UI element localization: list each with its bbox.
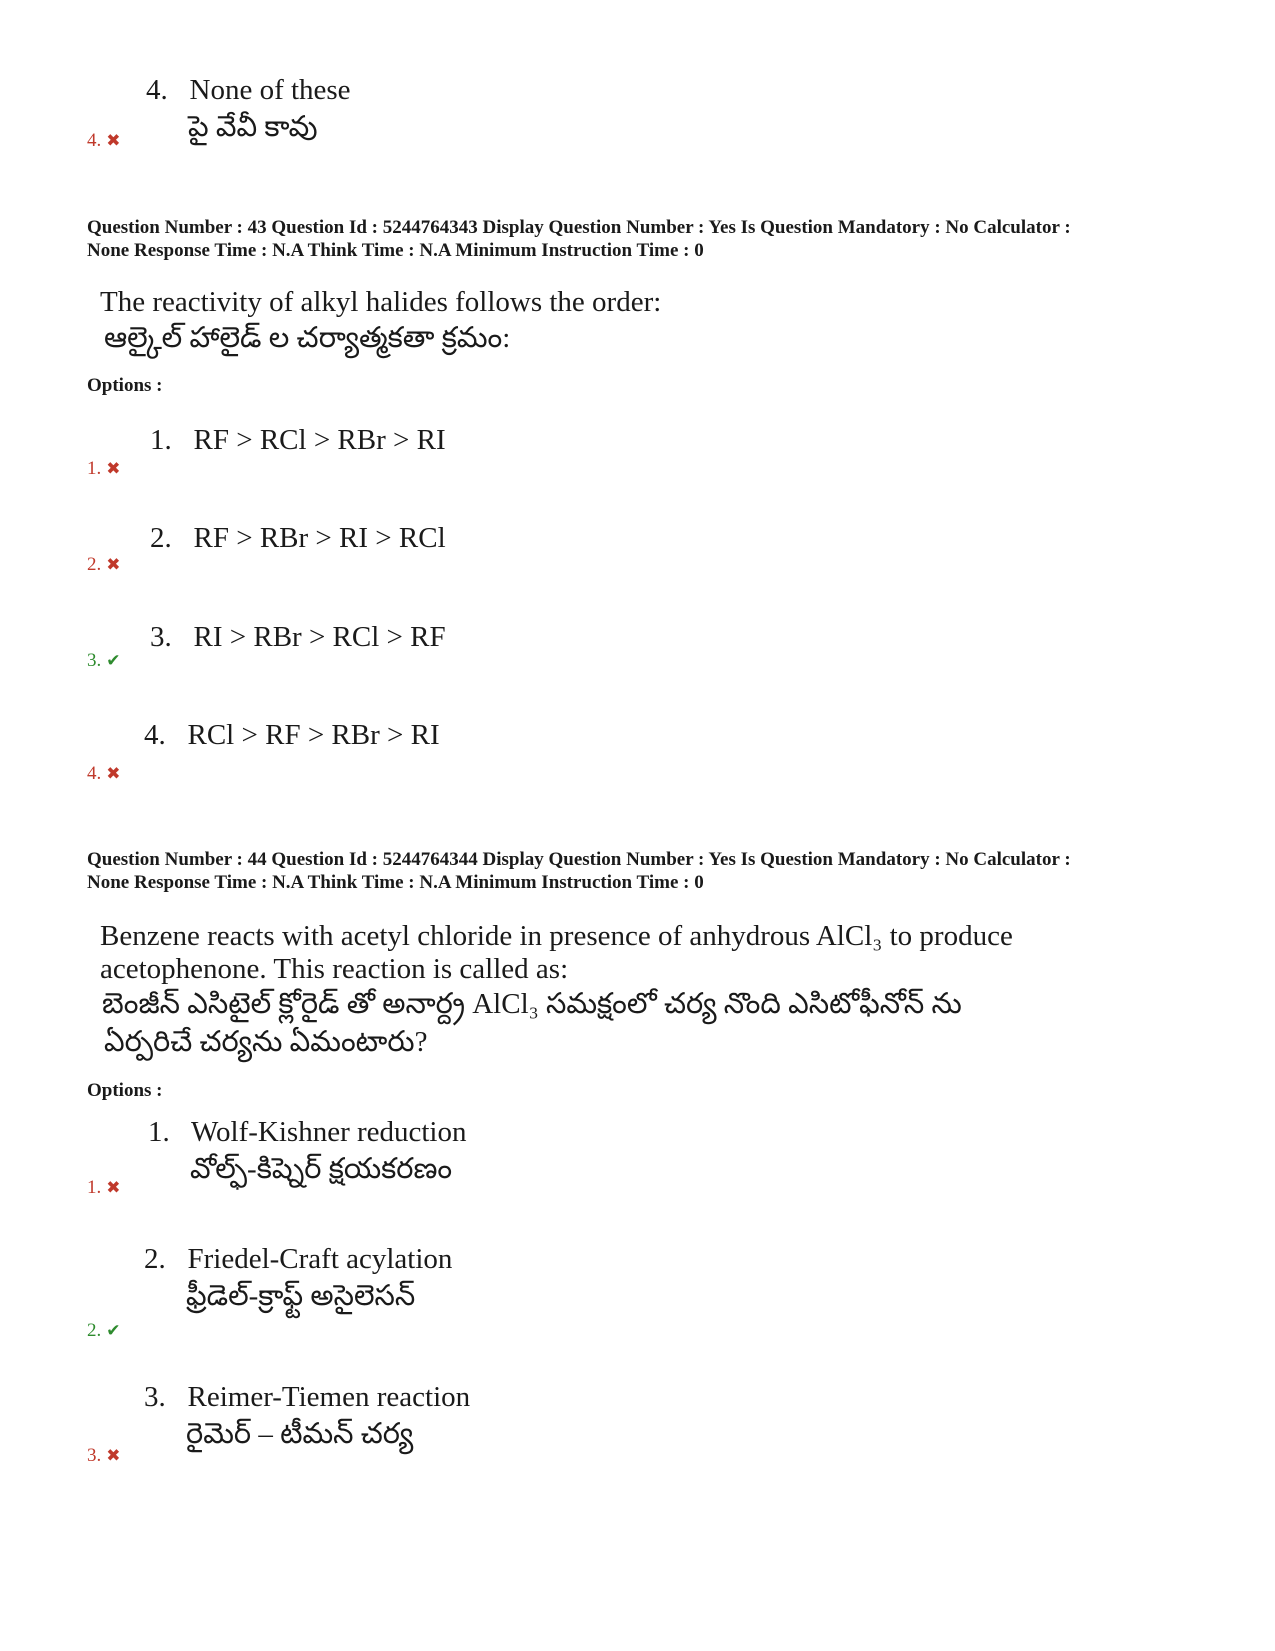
option-number: 2. [144, 1243, 166, 1275]
q44-option-1-telugu: వోల్ఫ్-కిష్నెర్ క్షయకరణం [190, 1153, 453, 1185]
cross-icon: ✖ [106, 555, 121, 574]
q44-meta-line-1: Question Number : 44 Question Id : 5244764344 Display Question Number : Yes Is Question Mandatory : No Calculator : [87, 849, 1071, 870]
q43-meta-line-1: Question Number : 43 Question Id : 5244764343 Display Question Number : Yes Is Question Mandatory : No Calculator : [87, 217, 1071, 238]
option-number: 3. [150, 621, 172, 653]
q43-option-3 [150, 621, 446, 653]
q42-option-4 [146, 74, 351, 106]
q44-stem-english-1: Benzene reacts with acetyl chloride in presence of anhydrous AlCl₃ to produce [100, 920, 1013, 952]
cross-icon: ✖ [106, 131, 121, 150]
option-text: RCl > RF > RBr > RI [187, 719, 440, 751]
q44-option-1 [148, 1116, 466, 1148]
option-text: Reimer-Tiemen reaction [187, 1381, 471, 1413]
cross-icon: ✖ [106, 1178, 121, 1197]
option-text: None of these [189, 74, 351, 106]
option-text: Friedel-Craft acylation [187, 1243, 453, 1275]
q43-meta-line-2: None Response Time : N.A Think Time : N.A Minimum Instruction Time : 0 [87, 240, 704, 261]
option-text: RF > RCl > RBr > RI [193, 424, 446, 456]
q44-option-2-marker: 2. ✔ [87, 1320, 121, 1341]
q44-stem-telugu-1: బెంజీన్ ఎసిటైల్ క్లోరైడ్ తో అనార్ద్ర AlCl₃ సమక్షంలో చర్య నొంది ఎసిటోఫీనోన్ ను [102, 988, 962, 1020]
q44-option-3-telugu: రైమెర్ – టీమన్ చర్య [186, 1418, 414, 1450]
q44-meta-line-2: None Response Time : N.A Think Time : N.A Minimum Instruction Time : 0 [87, 872, 704, 893]
q44-option-3-marker: 3. ✖ [87, 1445, 121, 1466]
q44-meta [87, 848, 1207, 894]
q42-option-4-marker: 4. ✖ [87, 130, 121, 151]
option-number: 4. [144, 719, 166, 751]
q43-options-label: Options : [87, 375, 163, 396]
q43-option-4-marker: 4. ✖ [87, 763, 121, 784]
option-text: RI > RBr > RCl > RF [193, 621, 446, 653]
q43-option-1-marker: 1. ✖ [87, 458, 121, 479]
q44-option-2 [144, 1243, 452, 1275]
cross-icon: ✖ [106, 1446, 121, 1465]
q43-option-1 [150, 424, 446, 456]
option-number: 1. [148, 1116, 170, 1148]
q44-option-2-telugu: ఫ్రీడెల్-క్రాఫ్ట్ అసైలెసన్ [186, 1280, 416, 1312]
q43-stem-telugu: ఆల్కైల్ హాలైడ్ ల చర్యాత్మకతా క్రమం: [104, 322, 511, 354]
q43-option-3-marker: 3. ✔ [87, 650, 121, 671]
q44-options-label: Options : [87, 1080, 163, 1101]
q43-stem-english: The reactivity of alkyl halides follows the order: [100, 286, 662, 318]
q42-option-4-telugu: పై వేవీ కావు [188, 111, 318, 143]
q43-option-2 [150, 522, 446, 554]
cross-icon: ✖ [106, 459, 121, 478]
check-icon: ✔ [106, 651, 121, 670]
q43-meta [87, 216, 1207, 262]
q43-option-4 [144, 719, 440, 751]
option-number: 2. [150, 522, 172, 554]
option-text: RF > RBr > RI > RCl [193, 522, 446, 554]
q44-option-3 [144, 1381, 470, 1413]
q44-stem-telugu-2: ఏర్పరిచే చర్యను ఏమంటారు? [104, 1026, 428, 1058]
check-icon: ✔ [106, 1321, 121, 1340]
option-text: Wolf-Kishner reduction [190, 1116, 467, 1148]
q43-option-2-marker: 2. ✖ [87, 554, 121, 575]
cross-icon: ✖ [106, 764, 121, 783]
option-number: 3. [144, 1381, 166, 1413]
option-number: 1. [150, 424, 172, 456]
q44-option-1-marker: 1. ✖ [87, 1177, 121, 1198]
q44-stem-english-2: acetophenone. This reaction is called as: [100, 953, 569, 985]
option-number: 4. [146, 74, 168, 106]
